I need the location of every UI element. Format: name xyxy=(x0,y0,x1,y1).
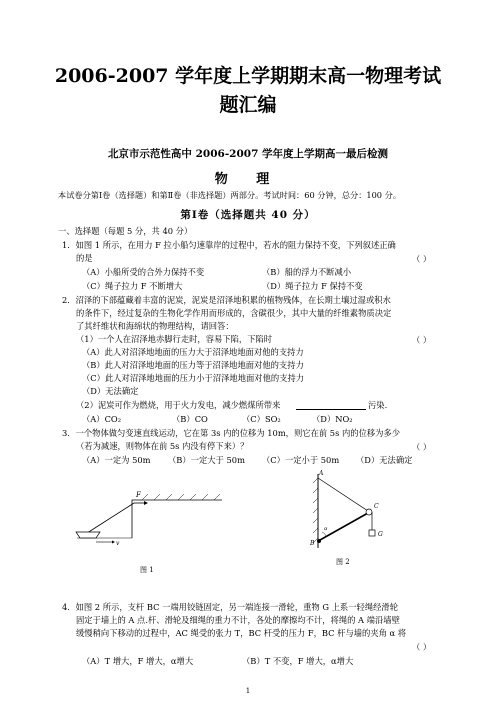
part-one-heading: 一、选择题（每题 5 分，共 40 分） xyxy=(58,226,193,236)
q2-sub2-option-b: （B）CO xyxy=(172,414,208,424)
fig2-label-c: C xyxy=(374,503,379,510)
fig2-caption: 图 2 xyxy=(336,558,350,566)
figure-2-pulley-diagram xyxy=(290,466,410,582)
q2-sub1-option-a: （A）此人对沼泽地地面的压力大于沼泽地地面对他的支持力 xyxy=(82,347,304,357)
q3-answer-paren: （ ） xyxy=(412,442,432,452)
subject-heading: 物 理 xyxy=(214,172,282,187)
q1-stem-2: 的是 xyxy=(76,253,93,263)
fig2-label-a: A xyxy=(319,470,324,477)
q4-answer-paren: （ ） xyxy=(412,642,432,652)
q1-answer-paren: （ ） xyxy=(412,254,432,264)
q1-option-b: （B）船的浮力不断减小 xyxy=(262,267,352,277)
q2-sub2-option-c: （C）SO₂ xyxy=(242,414,281,424)
q3-option-c: （C）一定小于 50m xyxy=(262,455,340,465)
q1-option-c: （C）绳子拉力 F 不断增大 xyxy=(82,281,183,291)
section-title: 第Ⅰ卷（选择题共 40 分） xyxy=(180,209,316,221)
q3-stem-1: 3．一个物体做匀变速直线运动，它在第 3s 内的位移为 10m，则它在前 5s 内的位移为多少 xyxy=(62,428,401,438)
q2-stem-1: 2．沼泽的下部蕴藏着丰富的泥炭，泥炭是沼泽地积累的植物残体，在长期土壤过湿或积水 xyxy=(62,295,391,305)
title-line-2: 题汇编 xyxy=(219,94,277,116)
fig1-velocity-label: v xyxy=(116,540,120,547)
exam-intro: 本试卷分第Ⅰ卷（选择题）和第Ⅱ卷（非选择题）两部分。考试时间：60 分钟，总分：100 分。 xyxy=(58,190,401,200)
fig2-label-g: G xyxy=(378,531,383,538)
q2-stem-2: 的条件下，经过复杂的生物化学作用而形成的，含碳很少，其中大量的纤维素物质决定 xyxy=(76,308,392,318)
q4-stem-2: 固定于墙上的 A 点.杆、滑轮及细绳的重力不计，各处的摩擦均不计，将绳的 A 端沿墙壁 xyxy=(76,615,400,625)
q2-sub1-answer-paren: （ ） xyxy=(412,335,432,345)
q2-sub2-option-d: （D）NO₂ xyxy=(312,414,353,424)
q2-sub1: （1）一个人在沼泽地赤脚行走时，容易下陷，下陷时 xyxy=(76,334,273,344)
q3-option-a: （A）一定为 50m xyxy=(82,455,151,465)
fig2-label-b: B xyxy=(310,540,315,547)
q4-option-b: （B）T 不变，F 增大，α增大 xyxy=(242,656,354,666)
q2-sub1-option-c: （C）此人对沼泽地地面的压力小于沼泽地地面对他的支持力 xyxy=(82,373,305,383)
school-heading: 北京市示范性高中 2006-2007 学年度上学期高一最后检测 xyxy=(107,148,389,160)
fig1-force-label: F xyxy=(136,491,141,499)
fig1-caption: 图 1 xyxy=(140,566,154,574)
q1-stem-1: 1．如图 1 所示，在用力 F 拉小船匀速靠岸的过程中，若水的阻力保持不变，下列叙述正确 xyxy=(62,240,396,250)
q2-sub1-option-d: （D）无法确定 xyxy=(82,386,139,396)
q2-sub2: （2）泥炭可作为燃烧，用于火力发电，减少燃煤所带来 xyxy=(76,400,281,410)
q4-stem-3: 缓慢稍向下移动的过程中，AC 绳受的张力 T，BC 杆受的压力 F，BC 杆与墙的夹角 α 将 xyxy=(76,628,407,638)
q2-sub1-option-b: （B）此人对沼泽地地面的压力等于沼泽地地面对他的支持力 xyxy=(82,360,304,370)
q4-stem-1: 4．如图 2 所示，支杆 BC 一端用铰链固定，另一端连接一滑轮，重物 G 上系一轻绳经滑轮 xyxy=(62,602,399,612)
figure-1-boat-diagram xyxy=(72,470,232,580)
q2-sub2-blank xyxy=(296,409,366,410)
page-number: 1 xyxy=(245,687,251,695)
q3-option-d: （D）无法确定 xyxy=(356,455,413,465)
document-title xyxy=(40,62,456,120)
q2-stem-3: 了其纤维状和海绵状的物理结构，请回答： xyxy=(76,321,234,331)
title-line-1: 2006-2007 学年度上学期期末高一物理考试 xyxy=(54,65,442,87)
q2-sub2-end: 污染. xyxy=(368,400,388,410)
q1-option-d: （D）绳子拉力 F 保持不变 xyxy=(262,281,363,291)
q3-option-b: （B）一定大于 50m xyxy=(168,455,245,465)
q3-stem-2: （若为减速，则物体在前 5s 内没有停下来）？ xyxy=(76,441,249,451)
fig2-angle-label: α xyxy=(324,526,328,532)
q2-sub2-option-a: （A）CO₂ xyxy=(82,414,122,424)
q4-option-a: （A）T 增大，F 增大，α增大 xyxy=(82,656,194,666)
q1-option-a: （A）小船所受的合外力保持不变 xyxy=(82,267,205,277)
